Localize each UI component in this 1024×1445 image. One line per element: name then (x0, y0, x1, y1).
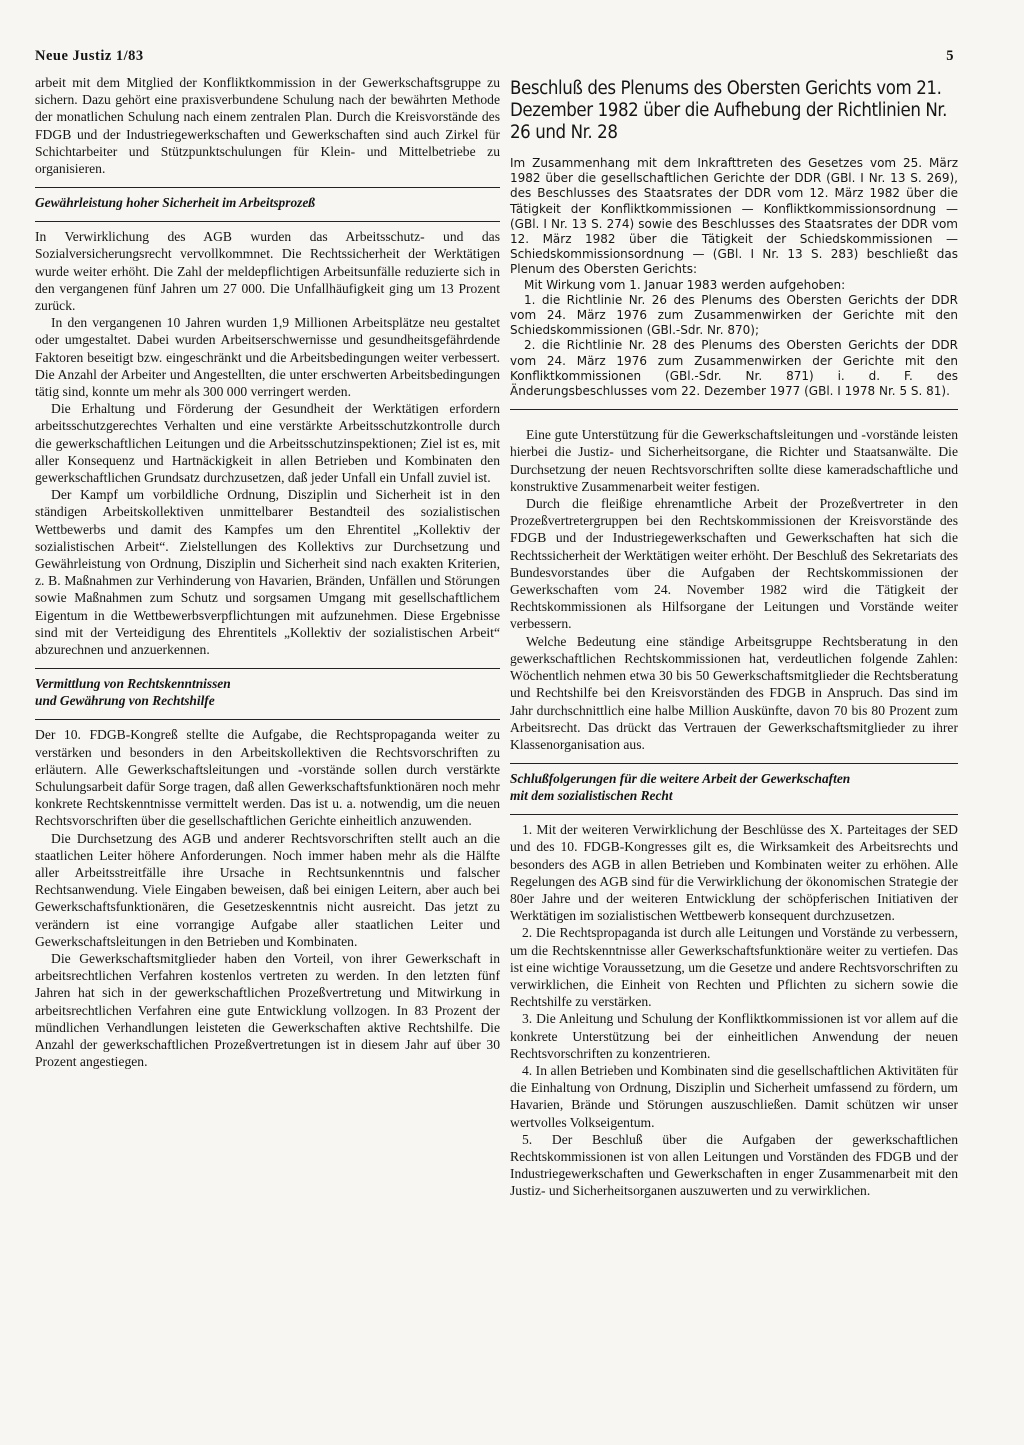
section-heading (510, 770, 958, 804)
paragraph: arbeit mit dem Mitglied der Konfliktkommission in der Gewerkschaftsgruppe zu sichern. Dazu gehört eine praxisverbundene Schulung nach der bewährten Methode der monatlichen Schulung nach einem zentralen Plan. Durch die Kreisvorstände des FDGB und der Industriegewerkschaften und Gewerkschaften sind auch Zirkel für Schichtarbeiter und Stützpunktschulungen für Klein- und Mittelbetriebe zu organisieren. (35, 75, 500, 177)
list-item: 1. die Richtlinie Nr. 26 des Plenums des Obersten Gerichts der DDR vom 24. März 1976 zum Zusammenwirken der Gerichte mit den Schiedskommissionen (GBl.-Sdr. Nr. 870); (510, 292, 958, 338)
right-column (510, 74, 958, 1200)
conclusions-list (510, 821, 958, 1199)
paragraph: In den vergangenen 10 Jahren wurden 1,9 Millionen Arbeitsplätze neu gestaltet oder umgestaltet. Dabei wurden Arbeitserschwernisse und gesundheitsgefährdende Faktoren beseitigt bzw. eingeschränkt und die Arbeitsbedingungen weiter verbessert. Die Anzahl der Arbeiter und Angestellten, die unter erschwerten Arbeitsbedingungen tätig sind, konnte um mehr als 300 000 verringert werden. (35, 315, 500, 400)
page-number: 5 (946, 48, 954, 64)
paragraph: Der 10. FDGB-Kongreß stellte die Aufgabe, die Rechtspropaganda weiter zu verstärken und besonders in den Arbeitskollektiven die Rechtsvorschriften zu erläutern. Alle Gewerkschaftsleitungen und -vorstände sollen durch verstärkte Schulungsarbeit dafür Sorge tragen, daß allen Gewerkschaftsfunktionären noch mehr konkrete Rechtskenntnisse vermittelt werden. Das ist u. a. notwendig, um die neuen Rechtsvorschriften über die gesellschaftlichen Gerichte einheitlich anzuwenden. (35, 727, 500, 829)
section-divider (510, 763, 958, 764)
left-column (35, 74, 500, 1070)
paragraph: Eine gute Unterstützung für die Gewerkschaftsleitungen und -vorstände leisten hierbei die Justiz- und Sicherheitsorgane, die Richter und Staatsanwälte. Die Durchsetzung der neuen Rechtsvorschriften sollte diese kameradschaftliche und konstruktive Zusammenarbeit weiter festigen. (510, 427, 958, 494)
section-divider (510, 409, 958, 410)
paragraph: Durch die fleißige ehrenamtliche Arbeit der Prozeßvertreter in den Prozeßvertretergruppen bei den Rechtskommissionen der Kreisvorstände des FDGB und der Industriegewerkschaften und Gewerkschaften hat sich die Rechtssicherheit der Werktätigen weiter erhöht. Der Beschluß des Sekretariats des Bundesvorstandes über die Aufgaben der Rechtskommissionen der Gewerkschaften vom 24. November 1982 wird die Tätigkeit der Rechtskommissionen als Hilfsorgane der Leitungen und Vorstände weiter verbessern. (510, 496, 958, 632)
section-heading-line: Schlußfolgerungen für die weitere Arbeit der Gewerkschaften (510, 771, 851, 787)
paragraph: Mit Wirkung vom 1. Januar 1983 werden aufgehoben: (524, 277, 846, 292)
paragraph: Die Durchsetzung des AGB und anderer Rechtsvorschriften stellt auch an die staatlichen Leiter höhere Anforderungen. Noch immer haben mehr als die Hälfte aller Arbeitsstreitfälle ihre Ursache in Rechtsunkenntnis und falscher Rechtsanwendung. Viele Eingaben beweisen, daß bei einigen Leitern, aber auch bei Gewerkschaftsfunktionären, die Gesetzeskenntnis nicht ausreicht. Das jetzt zu verändern ist eine vorrangige Aufgabe aller staatlichen Leiter und Gewerkschaftsleitungen in den Betrieben und Kombinaten. (35, 830, 500, 949)
section-divider (510, 814, 958, 815)
section-divider (35, 221, 500, 222)
paragraph: Die Gewerkschaftsmitglieder haben den Vorteil, von ihrer Gewerkschaft in arbeitsrechtlichen Verfahren kostenlos vertreten zu werden. In den letzten fünf Jahren hat sich in der gewerkschaftlichen Prozeßvertretung und Mitwirkung in arbeitsrechtlichen Verfahren eine gute Entwicklung vollzogen. In 83 Prozent der mündlichen Verhandlungen leisteten die Gewerkschaften aktive Rechtshilfe. Die Anzahl der gewerkschaftlichen Prozeßvertretungen ist in diesem Jahr auf über 30 Prozent angestiegen. (35, 950, 500, 1070)
decree-text (510, 156, 958, 399)
list-item: 2. Die Rechtspropaganda ist durch alle Leitungen und Vorstände zu verbessern, um die Rechtskenntnisse aller Gewerkschaftsfunktionäre weiter zu vertiefen. Das ist eine wichtige Voraussetzung, um die Gesetze und andere Rechtsvorschriften zu verwirklichen, die Einheit von Rechten und Pflichten zu sichern sowie die Rechtshilfe zu verstärken. (510, 925, 958, 1010)
section-heading: Gewährleistung hoher Sicherheit im Arbeitsprozeß (35, 195, 316, 211)
list-item: 1. Mit der weiteren Verwirklichung der Beschlüsse des X. Parteitages der SED und des 10. FDGB-Kongresses gilt es, die Wirksamkeit des Arbeitsrechts und besonders des AGB in allen Betrieben und Kombinaten weiter zu erhöhen. Alle Regelungen des AGB sind für die Verwirklichung der ökonomischen Strategie der 80er Jahre und der weiteren Entwicklung der schöpferischen Initiativen der Werktätigen im sozialistischen Wettbewerb konsequent durchzusetzen. (510, 822, 958, 924)
decree-title: Beschluß des Plenums des Obersten Gerichts vom 21. Dezember 1982 über die Aufhebung der Richtlinien Nr. 26 und Nr. 28 (510, 78, 948, 143)
list-item: 5. Der Beschluß über die Aufgaben der gewerkschaftlichen Rechtskommissionen ist von allen Leitungen und Vorständen des FDGB und der Industriegewerkschaften und Gewerkschaften in enger Zusammenarbeit mit den Justiz- und Sicherheitsorganen auszuwerten und zu verwirklichen. (510, 1131, 958, 1199)
section-divider (35, 187, 500, 188)
list-item: 4. In allen Betrieben und Kombinaten sind die gesellschaftlichen Aktivitäten für die Einhaltung von Ordnung, Disziplin und Sicherheit umfassend zu fördern, um Havarien, Brände und Störungen auszuschließen. Damit schützen wir unser wertvolles Volkseigentum. (510, 1062, 958, 1130)
list-item: 3. Die Anleitung und Schulung der Konfliktkommissionen ist vor allem auf die konkrete Unterstützung bei der einheitlichen Anwendung der neuen Rechtsvorschriften zu konzentrieren. (510, 1011, 958, 1061)
page-header (35, 48, 954, 70)
journal-title: Neue Justiz 1/83 (35, 48, 144, 64)
section-divider (35, 719, 500, 720)
section-heading-line: Vermittlung von Rechtskenntnissen (35, 676, 231, 692)
paragraph: Welche Bedeutung eine ständige Arbeitsgruppe Rechtsberatung in den gewerkschaftlichen Rechtskommissionen hat, verdeutlichen folgende Zahlen: Wöchentlich nehmen etwa 30 bis 50 Gewerkschaftsmitglieder die Rechtsberatung und Rechtshilfe bei den Kreisvorständen des FDGB in Anspruch. Das sind im Jahr durchschnittlich eine halbe Million Auskünfte, davon 70 bis 80 Prozent zum Arbeitsrecht. Das drückt das Vertrauen der Gewerkschaftsmitglieder zu ihrer Klassenorganisation aus. (510, 633, 958, 752)
paragraph: In Verwirklichung des AGB wurden das Arbeitsschutz- und das Sozialversicherungsrecht vervollkommnet. Die Rechtssicherheit der Werktätigen wurde weiter erhöht. Die Zahl der meldepflichtigen Arbeitsunfälle reduzierte sich in den vergangenen fünf Jahren um 27 000. Die Unfallhäufigkeit ging um 13 Prozent zurück. (35, 229, 500, 314)
paragraph: Im Zusammenhang mit dem Inkrafttreten des Gesetzes vom 25. März 1982 über die gesellschaftlichen Gerichte der DDR (GBl. I Nr. 13 S. 269), des Beschlusses des Staatsrates der DDR vom 12. März 1982 über die Tätigkeit der Konfliktkommissionen — Konfliktkommissionsordnung — (GBl. I Nr. 13 S. 274) sowie des Beschlusses des Staatsrates der DDR vom 12. März 1982 über die Tätigkeit der Schiedskommissionen — Schiedskommissionsordnung — (GBl. I Nr. 13 S. 283) beschließt das Plenum des Obersten Gerichts: (510, 156, 958, 277)
paragraph: Der Kampf um vorbildliche Ordnung, Disziplin und Sicherheit ist in den ständigen Arbeitskollektiven unmittelbarer Bestandteil des sozialistischen Wettbewerbs und damit des Kampfes um den Ehrentitel „Kollektiv der sozialistischen Arbeit“. Zielstellungen des Kollektivs zur Durchsetzung und Gewährleistung von Ordnung, Disziplin und Sicherheit sind nach exakten Kriterien, z. B. Maßnahmen zur Verhinderung von Havarien, Bränden, Unfällen und Störungen sowie Maßnahmen zum Schutz und sorgsamen Umgang mit gesellschaftlichem Eigentum in die Wettbewerbsverpflichtungen mit aufzunehmen. Diese Ergebnisse sind mit der Verteidigung des Ehrentitels „Kollektiv der sozialistischen Arbeit“ abzurechnen und anzuerkennen. (35, 487, 500, 658)
section-heading (35, 675, 500, 709)
list-item: 2. die Richtlinie Nr. 28 des Plenums des Obersten Gerichts der DDR vom 24. März 1976 zum Zusammenwirken der Gerichte mit den Konfliktkommissionen (GBl.-Sdr. Nr. 871) i. d. F. des Änderungsbeschlusses vom 22. Dezember 1977 (GBl. I 1978 Nr. 5 S. 81). (510, 338, 958, 399)
section-divider (35, 668, 500, 669)
paragraph: Die Erhaltung und Förderung der Gesundheit der Werktätigen erfordern arbeitsschutzgerechtes Verhalten und eine verstärkte Arbeitsschutzkontrolle durch die gewerkschaftlichen Leitungen und die Arbeitsschutzinspektionen; Ziel ist es, mit aller Konsequenz und Hartnäckigkeit in allen Betrieben und Kombinaten den gewerkschaftlichen Grundsatz durchzusetzen, daß jeder Unfall ein Unfall zuviel ist. (35, 401, 500, 486)
section-heading-line: mit dem sozialistischen Recht (510, 788, 673, 804)
section-heading-line: und Gewährung von Rechtshilfe (35, 693, 215, 709)
